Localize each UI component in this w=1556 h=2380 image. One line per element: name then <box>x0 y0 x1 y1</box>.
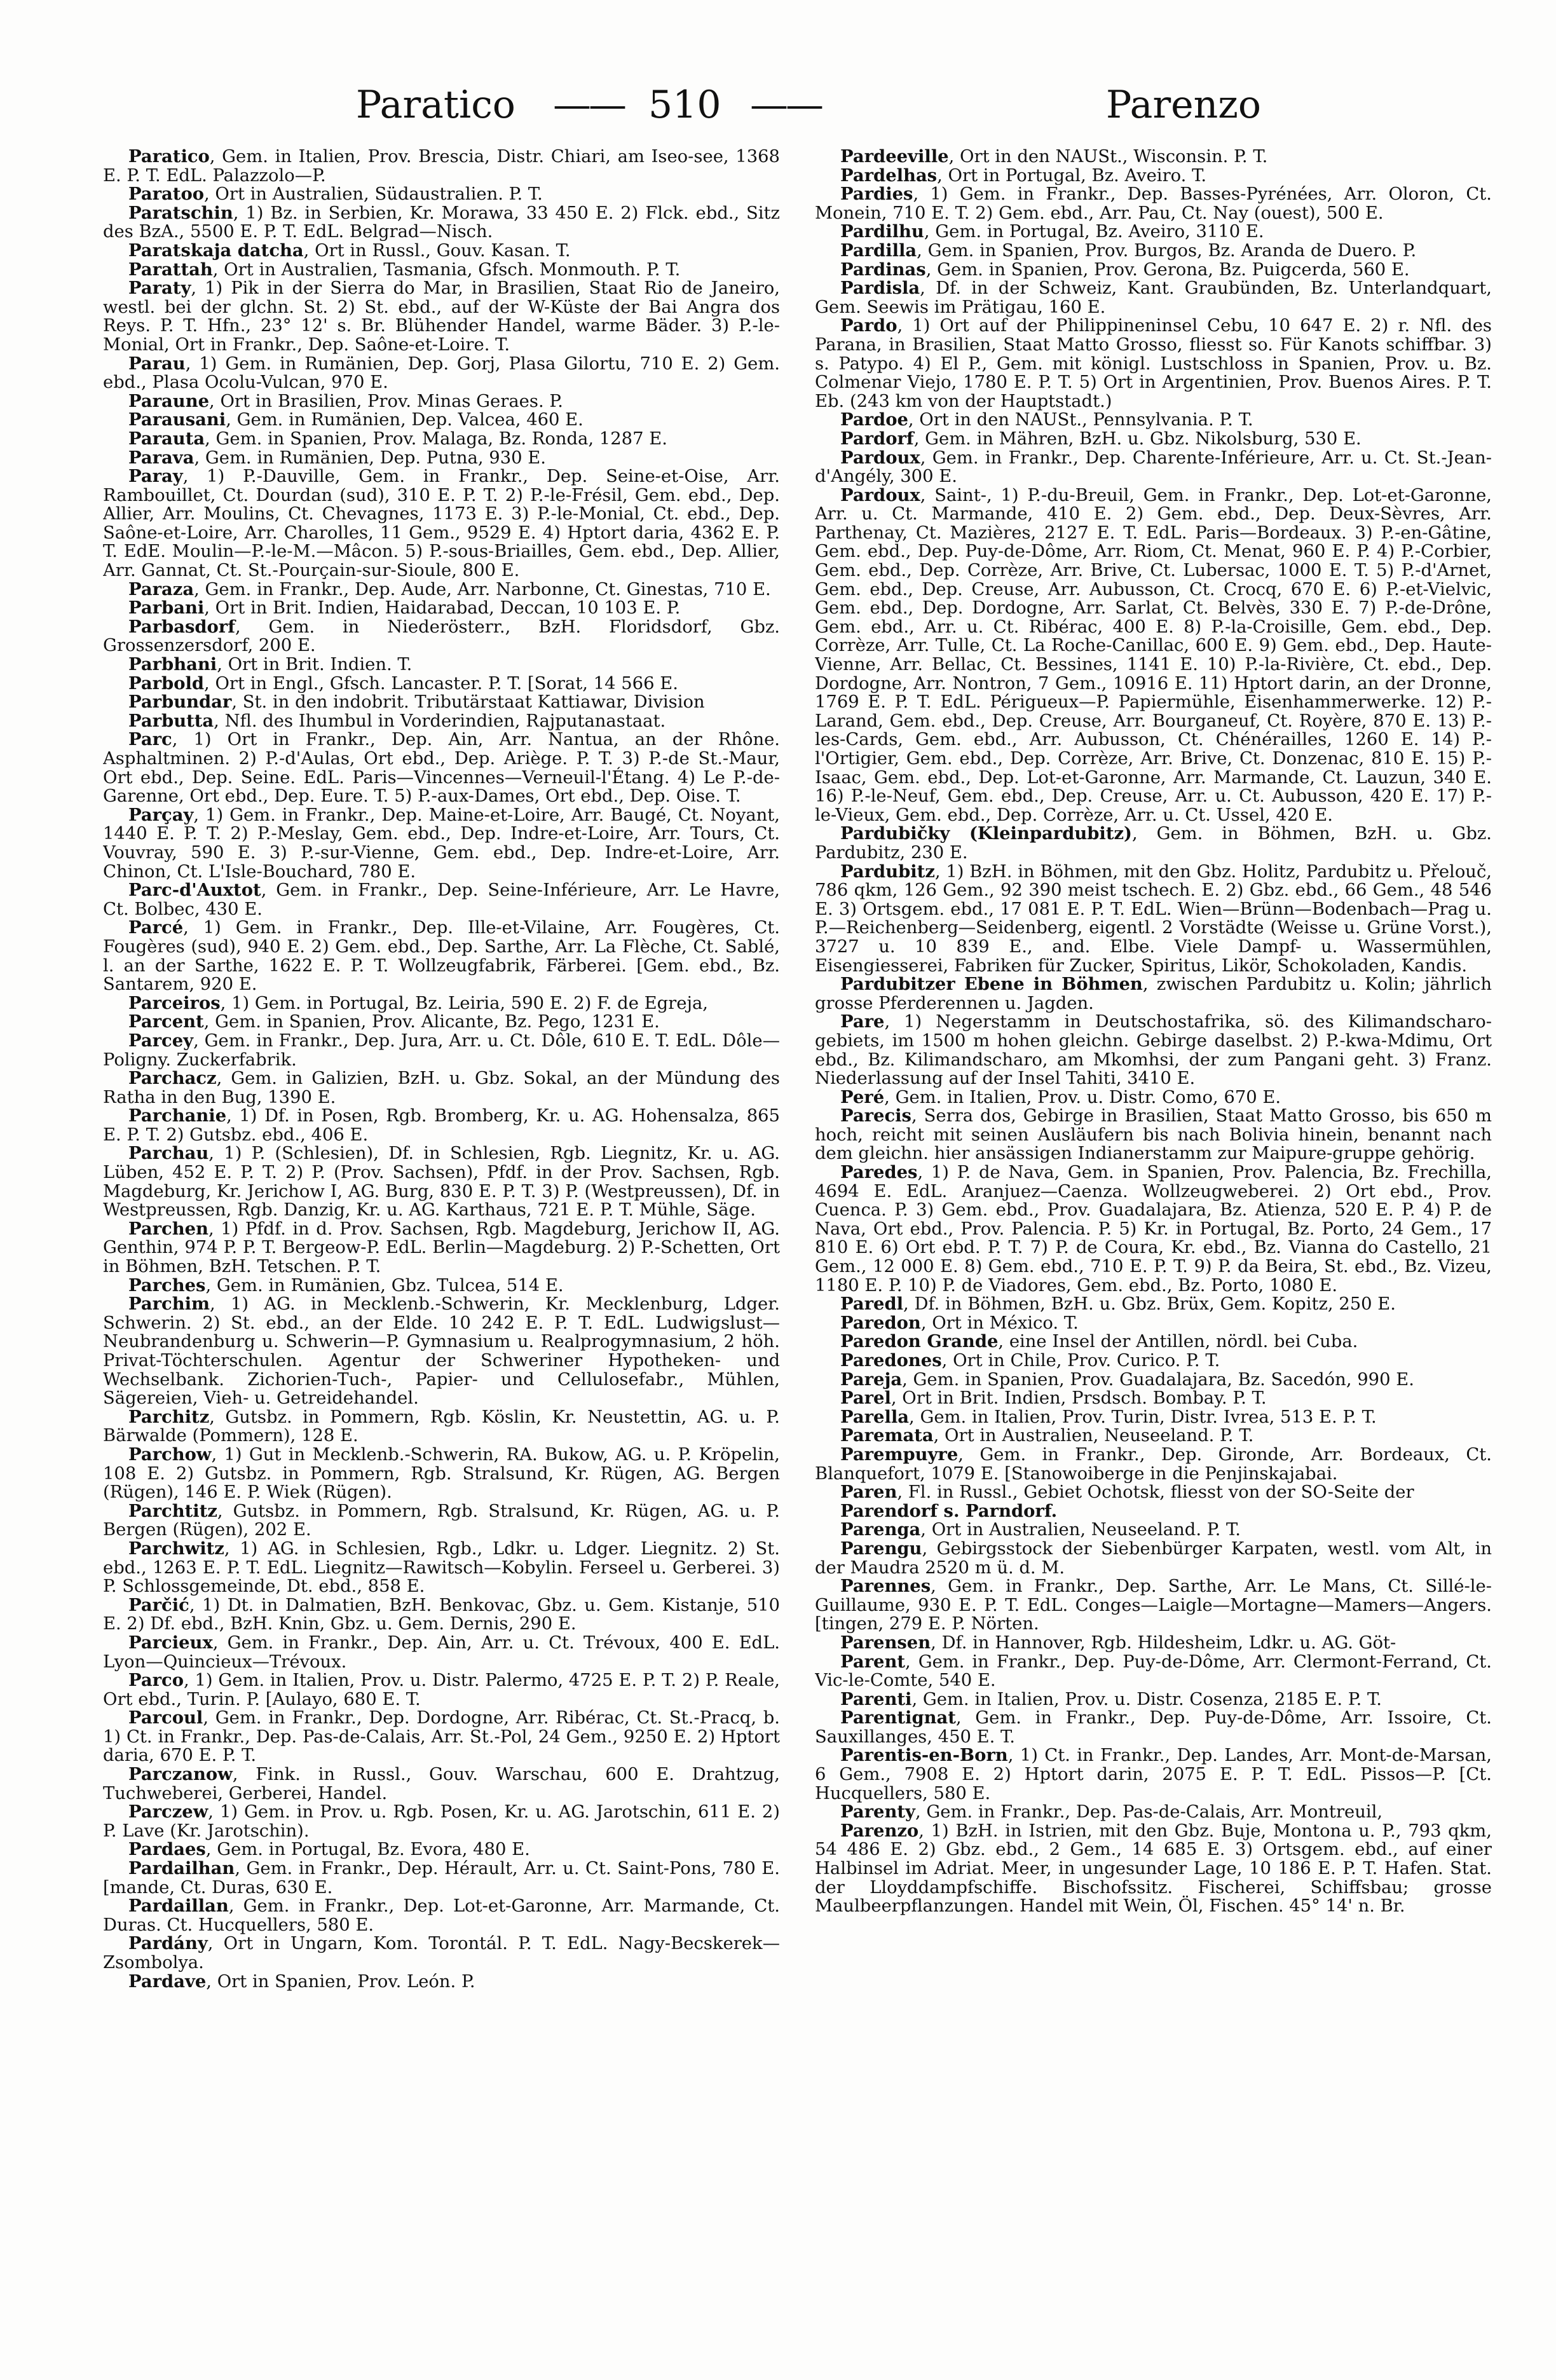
dictionary-entry: Parcent, Gem. in Spanien, Prov. Alicante, Bz. Pego, 1231 E. <box>128 1011 660 1032</box>
dictionary-entry: Parco, 1) Gem. in Italien, Prov. u. Distr. Palermo, 4725 E. P. T. 2) P. Reale, Ort ebd., Turin. P. [Aulayo, 680 E. T. <box>103 1670 780 1709</box>
dictionary-entry: Parc-d'Auxtot, Gem. in Frankr., Dep. Seine-Inférieure, Arr. Le Havre, Ct. Bolbec, 430 E. <box>103 880 780 919</box>
dictionary-entry: Parçay, 1) Gem. in Frankr., Dep. Maine-et-Loire, Arr. Baugé, Ct. Noyant, 1440 E. P. T. 2) P.-Meslay, Gem. ebd., Dep. Indre-et-Loire, Arr. Tours, Ct. Vouvray, 590 E. 3) P.-sur-Vienne, Gem. ebd., Dep. Indre-et-Loire, Arr. Chinon, Ct. L'Isle-Bouchard, 780 E. <box>103 804 780 882</box>
dictionary-entry: Paredes, 1) P. de Nava, Gem. in Spanien, Prov. Palencia, Bz. Frechilla, 4694 E. EdL. Aranjuez—Caenza. Wollzeugweberei. 2) Ort ebd., Prov. Cuenca. P. 3) Gem. ebd., Prov. Guadalajara, Bz. Atienza, 520 E. P. 4) P. de Nava, Ort ebd., Prov. Palencia. P. 5) Kr. in Portugal, Bz. Porto, 24 Gem., 17 810 E. 6) Ort ebd. P. T. 7) P. de Coura, Kr. ebd., Bz. Vianna do Castello, 21 Gem., 12 000 E. 8) Gem. ebd., 710 E. P. T. 9) P. da Beira, St. ebd., Bz. Vizeu, 1180 E. P. 10) P. de Viadores, Gem. ebd., Bz. Porto, 1080 E. <box>815 1162 1492 1296</box>
dictionary-entry: Parbold, Ort in Engl., Gfsch. Lancaster. P. T. [Sorat, 14 566 E. <box>128 673 678 694</box>
dictionary-entry: Paratoo, Ort in Australien, Südaustralien. P. T. <box>128 184 543 205</box>
dictionary-entry: Parchau, 1) P. (Schlesien), Df. in Schlesien, Rgb. Liegnitz, Kr. u. AG. Lüben, 452 E. P. T. 2) P. (Prov. Sachsen), Pfdf. in der Prov. Sachsen, Rgb. Magdeburg, Kr. Jerichow I, AG. Burg, 830 E. P. T. 3) P. (Westpreussen), Df. in Westpreussen, Rgb. Danzig, Kr. u. AG. Karthaus, 721 E. P. T. Mühle, Säge. <box>103 1143 780 1221</box>
dictionary-entry: Parenty, Gem. in Frankr., Dep. Pas-de-Calais, Arr. Montreuil, <box>840 1802 1383 1823</box>
dictionary-entry: Parchen, 1) Pfdf. in d. Prov. Sachsen, Rgb. Magdeburg, Jerichow II, AG. Genthin, 974 P. P. T. Bergeow-P. EdL. Berlin—Magdeburg. 2) P.-Schetten, Ort in Böhmen, BzH. Tetschen. P. T. <box>103 1218 780 1277</box>
dictionary-entry: Paratico, Gem. in Italien, Prov. Brescia, Distr. Chiari, am Iseo-see, 1368 E. P. T. EdL. Palazzolo—P. <box>103 147 780 186</box>
left-running-headword: Paratico <box>356 83 515 127</box>
dictionary-entry: Pardelhas, Ort in Portugal, Bz. Aveiro. T. <box>840 165 1207 186</box>
right-running-headword: Parenzo <box>1106 83 1262 127</box>
dictionary-entry: Parella, Gem. in Italien, Prov. Turin, Distr. Ivrea, 513 E. P. T. <box>840 1406 1377 1427</box>
dictionary-entry: Paraty, 1) Pik in der Sierra do Mar, in Brasilien, Staat Rio de Janeiro, westl. bei der glchn. St. 2) St. ebd., auf der W-Küste der Bai Angra dos Reys. P. T. Hfn., 23° 12' s. Br. Blühender Handel, warme Bäder. 3) P.-le-Monial, Ort in Frankr., Dep. Saône-et-Loire. T. <box>103 278 780 355</box>
dictionary-entry: Pardány, Ort in Ungarn, Kom. Torontál. P. T. EdL. Nagy-Becskerek—Zsombolya. <box>103 1933 780 1973</box>
dictionary-entry: Parcoul, Gem. in Frankr., Dep. Dordogne, Arr. Ribérac, Ct. St.-Pracq, b. 1) Ct. in Frankr., Dep. Pas-de-Calais, Arr. St.-Pol, 24 Gem., 9250 E. 2) Hptort daria, 670 E. P. T. <box>103 1707 780 1766</box>
dictionary-entry: Parenti, Gem. in Italien, Prov. u. Distr. Cosenza, 2185 E. P. T. <box>840 1688 1382 1709</box>
dictionary-entry: Parczanow, Fink. in Russl., Gouv. Warschau, 600 E. Drahtzug, Tuchweberei, Gerberei, Handel. <box>103 1764 780 1803</box>
header-dash-left: —— <box>553 83 624 127</box>
dictionary-entry: Parempuyre, Gem. in Frankr., Dep. Gironde, Arr. Bordeaux, Ct. Blanquefort, 1079 E. [Stanowoiberge in die Penjinskajabai. <box>815 1444 1492 1484</box>
dictionary-entry: Parengu, Gebirgsstock der Siebenbürger Karpaten, westl. vom Alt, in der Maudra 2520 m ü. d. M. <box>815 1538 1492 1578</box>
dictionary-entry: Pardoux, Saint-, 1) P.-du-Breuil, Gem. in Frankr., Dep. Lot-et-Garonne, Arr. u. Ct. Marmande, 410 E. 2) Gem. ebd., Dep. Deux-Sèvres, Arr. Parthenay, Ct. Mazières, 2127 E. T. EdL. Paris—Bordeaux. 3) P.-en-Gâtine, Gem. ebd., Dep. Puy-de-Dôme, Arr. Riom, Ct. Menat, 960 E. P. 4) P.-Corbier, Gem. ebd., Dep. Corrèze, Arr. Brive, Ct. Lubersac, 1000 E. T. 5) P.-d'Arnet, Gem. ebd., Dep. Creuse, Arr. Aubusson, Ct. Crocq, 670 E. 6) P.-et-Vielvic, Gem. ebd., Dep. Dordogne, Arr. Sarlat, Ct. Belvès, 330 E. 7) P.-de-Drône, Gem. ebd., Arr. u. Ct. Ribérac, 400 E. 8) P.-la-Croisille, Gem. ebd., Dep. Corrèze, Arr. Tulle, Ct. La Roche-Canillac, 600 E. 9) Gem. ebd., Dep. Haute-Vienne, Arr. Bellac, Ct. Bessines, 1141 E. 10) P.-la-Rivière, Ct. ebd., Dep. Dordogne, Arr. Nontron, 7 Gem., 10916 E. 11) Hptort darin, an der Dronne, 1769 E. P. T. EdL. Périgueux—P. Papiermühle, Eisenhammerwerke. 12) P.-Larand, Gem. ebd., Dep. Creuse, Arr. Bourganeuf, Ct. Royère, 870 E. 13) P.-les-Cards, Gem. ebd., Arr. Aubusson, Ct. Chénérailles, 1260 E. 14) P.-l'Ortigier, Gem. ebd., Dep. Corrèze, Arr. Brive, Ct. Donzenac, 810 E. 15) P.-Isaac, Gem. ebd., Dep. Lot-et-Garonne, Arr. Marmande, Ct. Lauzun, 340 E. 16) P.-le-Neuf, Gem. ebd., Dep. Creuse, Arr. u. Ct. Aubusson, 420 E. 17) P.-le-Vieux, Gem. ebd., Dep. Corrèze, Arr. u. Ct. Ussel, 420 E. <box>815 484 1492 825</box>
dictionary-entry: Parendorf s. Parndorf. <box>840 1500 1058 1521</box>
dictionary-entry: Parensen, Df. in Hannover, Rgb. Hildesheim, Ldkr. u. AG. Göt- <box>840 1632 1396 1653</box>
dictionary-entry: Parenga, Ort in Australien, Neuseeland. P. T. <box>840 1519 1241 1540</box>
dictionary-entry: Pardave, Ort in Spanien, Prov. León. P. <box>128 1971 475 1992</box>
dictionary-entry: Paraune, Ort in Brasilien, Prov. Minas Geraes. P. <box>128 390 563 411</box>
left-column <box>103 147 780 2347</box>
dictionary-entry: Parchow, 1) Gut in Mecklenb.-Schwerin, RA. Bukow, AG. u. P. Kröpelin, 108 E. 2) Gutsbz. in Pommern, Rgb. Stralsund, Kr. Rügen, AG. Bergen (Rügen), 146 E. P. Wiek (Rügen). <box>103 1444 780 1503</box>
dictionary-entry: Parbani, Ort in Brit. Indien, Haidarabad, Deccan, 10 103 E. P. <box>128 598 681 619</box>
dictionary-entry: Parchwitz, 1) AG. in Schlesien, Rgb., Ldkr. u. Ldger. Liegnitz. 2) St. ebd., 1263 E. P. T. EdL. Liegnitz—Rawitsch—Kobylin. Ferseel u. Gerberei. 3) P. Schlossgemeinde, Dt. ebd., 858 E. <box>103 1538 780 1597</box>
right-column <box>815 147 1492 2347</box>
dictionary-entry: Pardo, 1) Ort auf der Philippineninsel Cebu, 10 647 E. 2) r. Nfl. des Parana, in Brasilien, Staat Matto Grosso, fliesst so. Für Kanots schiffbar. 3) s. Patypo. 4) El P., Gem. mit königl. Lustschloss in Spanien, Prov. u. Bz. Colmenar Viejo, 1780 E. P. T. 5) Ort in Argentinien, Prov. Buenos Aires. P. T. Eb. (243 km von der Hauptstadt.) <box>815 315 1492 411</box>
dictionary-entry: Parentis-en-Born, 1) Ct. in Frankr., Dep. Landes, Arr. Mont-de-Marsan, 6 Gem., 7908 E. 2) Hptort darin, 2075 E. P. T. EdL. Pissos—P. [Ct. Hucquellers, 580 E. <box>815 1745 1492 1803</box>
dictionary-entry: Parausani, Gem. in Rumänien, Dep. Valcea, 460 E. <box>128 409 584 430</box>
dictionary-entry: Parbhani, Ort in Brit. Indien. T. <box>128 654 413 675</box>
dictionary-entry: Parčić, 1) Dt. in Dalmatien, BzH. Benkovac, Gbz. u. Gem. Kistanje, 510 E. 2) Df. ebd., BzH. Knin, Gbz. u. Gem. Dernis, 290 E. <box>103 1594 780 1634</box>
dictionary-entry: Parcey, Gem. in Frankr., Dep. Jura, Arr. u. Ct. Dôle, 610 E. T. EdL. Dôle—Poligny. Zuckerfabrik. <box>103 1030 780 1070</box>
dictionary-entry: Paredon Grande, eine Insel der Antillen, nördl. bei Cuba. <box>840 1331 1358 1352</box>
dictionary-entry: Paraza, Gem. in Frankr., Dep. Aude, Arr. Narbonne, Ct. Ginestas, 710 E. <box>128 578 771 599</box>
dictionary-entry: Paren, Fl. in Russl., Gebiet Ochotsk, fliesst von der SO-Seite der <box>840 1482 1414 1503</box>
dictionary-entry: Pardeeville, Ort in den NAUSt., Wisconsin. P. T. <box>840 147 1268 167</box>
dictionary-entry: Pardoux, Gem. in Frankr., Dep. Charente-Inférieure, Arr. u. Ct. St.-Jean-d'Angély, 300 E. <box>815 447 1492 487</box>
dictionary-entry: Parauta, Gem. in Spanien, Prov. Malaga, Bz. Ronda, 1287 E. <box>128 428 667 449</box>
dictionary-entry: Parchacz, Gem. in Galizien, BzH. u. Gbz. Sokal, an der Mündung des Ratha in den Bug, 1390 E. <box>103 1068 780 1107</box>
dictionary-entry: Parecis, Serra dos, Gebirge in Brasilien, Staat Matto Grosso, bis 650 m hoch, reicht mit seinen Ausläufern bis nach Bolivia hinein, benannt nach dem gleichn. hier ansässigen Indianerstamm zur Maipure-gruppe gehörig. <box>815 1105 1492 1164</box>
dictionary-entry: Parel, Ort in Brit. Indien, Prsdsch. Bombay. P. T. <box>840 1388 1267 1409</box>
dictionary-entry: Pardaillan, Gem. in Frankr., Dep. Lot-et-Garonne, Arr. Marmande, Ct. Duras. Ct. Hucquellers, 580 E. <box>103 1896 780 1935</box>
dictionary-entry: Parceiros, 1) Gem. in Portugal, Bz. Leiria, 590 E. 2) F. de Egreja, <box>128 992 708 1013</box>
dictionary-entry: Pardubitzer Ebene in Böhmen, zwischen Pardubitz u. Kolin; jährlich grosse Pferderennen u. Jagden. <box>815 974 1492 1013</box>
dictionary-entry: Parchanie, 1) Df. in Posen, Rgb. Bromberg, Kr. u. AG. Hohensalza, 865 E. P. T. 2) Gutsbz. ebd., 406 E. <box>103 1105 780 1145</box>
dictionary-entry: Paratschin, 1) Bz. in Serbien, Kr. Morawa, 33 450 E. 2) Flck. ebd., Sitz des BzA., 5500 E. P. T. EdL. Belgrad—Nisch. <box>103 202 780 242</box>
dictionary-entry: Pardisla, Df. in der Schweiz, Kant. Graubünden, Bz. Unterlandquart, Gem. Seewis im Prätigau, 160 E. <box>815 278 1492 317</box>
dictionary-entry: Pardies, 1) Gem. in Frankr., Dep. Basses-Pyrénées, Arr. Oloron, Ct. Monein, 710 E. T. 2) Gem. ebd., Arr. Pau, Ct. Nay (ouest), 500 E. <box>815 184 1492 223</box>
dictionary-entry: Parc, 1) Ort in Frankr., Dep. Ain, Arr. Nantua, an der Rhône. Asphaltminen. 2) P.-d'Aulas, Ort ebd., Dep. Ariège. P. T. 3) P.-de St.-Maur, Ort ebd., Dep. Seine. EdL. Paris—Vincennes—Verneuil-l'Étang. 4) Le P.-de-Garenne, Ort ebd., Dep. Eure. T. 5) P.-aux-Dames, Ort ebd., Dep. Oise. T. <box>103 729 780 807</box>
dictionary-entry: Pardoe, Ort in den NAUSt., Pennsylvania. P. T. <box>840 409 1253 430</box>
dictionary-entry: Parentignat, Gem. in Frankr., Dep. Puy-de-Dôme, Arr. Issoire, Ct. Sauxillanges, 450 E. T. <box>815 1707 1492 1747</box>
dictionary-entry: Parchitz, Gutsbz. in Pommern, Rgb. Köslin, Kr. Neustettin, AG. u. P. Bärwalde (Pommern), 128 E. <box>103 1406 780 1446</box>
dictionary-entry: Paredl, Df. in Böhmen, BzH. u. Gbz. Brüx, Gem. Kopitz, 250 E. <box>840 1294 1396 1315</box>
dictionary-entry: Parcé, 1) Gem. in Frankr., Dep. Ille-et-Vilaine, Arr. Fougères, Ct. Fougères (sud), 940 E. 2) Gem. ebd., Dep. Sarthe, Arr. La Flèche, Ct. Sablé, l. an der Sarthe, 1622 E. P. T. Wollzeugfabrik, Färberei. [Gem. ebd., Bz. Santarem, 920 E. <box>103 917 780 995</box>
dictionary-entry: Parbutta, Nfl. des Ihumbul in Vorderindien, Rajputanastaat. <box>128 710 666 731</box>
dictionary-entry: Pardubičky (Kleinpardubitz), Gem. in Böhmen, BzH. u. Gbz. Pardubitz, 230 E. <box>815 823 1492 863</box>
dictionary-entry: Pare, 1) Negerstamm in Deutschostafrika, sö. des Kilimandscharo-gebiets, im 1500 m hohen gleichn. Gebirge daselbst. 2) P.-kwa-Mdimu, Ort ebd., Bz. Kilimandscharo, am Mkomhsi, der zum Pangani geht. 3) Franz. Niederlassung auf der Insel Tahiti, 3410 E. <box>815 1011 1492 1089</box>
dictionary-entry: Pardinas, Gem. in Spanien, Prov. Gerona, Bz. Puigcerda, 560 E. <box>840 259 1410 280</box>
header-dash-right: —— <box>750 83 821 127</box>
dictionary-entry: Paratskaja datcha, Ort in Russl., Gouv. Kasan. T. <box>128 240 571 261</box>
dictionary-entry: Parattah, Ort in Australien, Tasmania, Gfsch. Monmouth. P. T. <box>128 259 681 280</box>
dictionary-entry: Parchim, 1) AG. in Mecklenb.-Schwerin, Kr. Mecklenburg, Ldger. Schwerin. 2) St. ebd., an der Elde. 10 242 E. P. T. EdL. Ludwigslust—Neubrandenburg u. Schwerin—P. Gymnasium u. Realprogymnasium, 2 höh. Privat-Töchterschulen. Agentur der Schweriner Hypotheken- und Wechselbank. Zichorien-Tuch-, Papier- und Cellulosefabr., Mühlen, Sägereien, Vieh- u. Getreidehandel. <box>103 1294 780 1409</box>
dictionary-entry: Paray, 1) P.-Dauville, Gem. in Frankr., Dep. Seine-et-Oise, Arr. Rambouillet, Ct. Dourdan (sud), 310 E. P. T. 2) P.-le-Frésil, Gem. ebd., Dep. Allier, Arr. Moulins, Ct. Chevagnes, 1173 E. 3) P.-le-Monial, Ct. ebd., Dep. Saône-et-Loire, Arr. Charolles, 11 Gem., 9529 E. 4) Hptort daria, 4362 E. P. T. EdE. Moulin—P.-le-M.—Mâcon. 5) P.-sous-Briailles, Gem. ebd., Dep. Allier, Arr. Gannat, Ct. St.-Pourçain-sur-Sioule, 800 E. <box>103 466 780 581</box>
dictionary-entry: Pardilla, Gem. in Spanien, Prov. Burgos, Bz. Aranda de Duero. P. <box>840 240 1417 261</box>
page-number: 510 <box>648 83 721 127</box>
dictionary-entry: Parava, Gem. in Rumänien, Dep. Putna, 930 E. <box>128 447 546 468</box>
dictionary-entry: Pardorf, Gem. in Mähren, BzH. u. Gbz. Nikolsburg, 530 E. <box>840 428 1362 449</box>
dictionary-entry: Parbasdorf, Gem. in Niederösterr., BzH. Floridsdorf, Gbz. Grossenzersdorf, 200 E. <box>103 616 780 656</box>
dictionary-entry: Pardaes, Gem. in Portugal, Bz. Evora, 480 E. <box>128 1839 530 1860</box>
dictionary-entry: Parennes, Gem. in Frankr., Dep. Sarthe, Arr. Le Mans, Ct. Sillé-le-Guillaume, 930 E. P. T. EdL. Conges—Laigle—Mortagne—Mamers—Angers. [tingen, 279 E. P. Nörten. <box>815 1576 1492 1634</box>
dictionary-entry: Peré, Gem. in Italien, Prov. u. Distr. Como, 670 E. <box>840 1086 1281 1107</box>
dictionary-entry: Pardailhan, Gem. in Frankr., Dep. Hérault, Arr. u. Ct. Saint-Pons, 780 E. [mande, Ct. Duras, 630 E. <box>103 1858 780 1898</box>
dictionary-entry: Parbundar, St. in den indobrit. Tributärstaat Kattiawar, Division <box>128 692 705 713</box>
dictionary-entry: Paremata, Ort in Australien, Neuseeland. P. T. <box>840 1425 1254 1446</box>
dictionary-entry: Parchtitz, Gutsbz. in Pommern, Rgb. Stralsund, Kr. Rügen, AG. u. P. Bergen (Rügen), 202 E. <box>103 1500 780 1540</box>
dictionary-entry: Pareja, Gem. in Spanien, Prov. Guadalajara, Bz. Sacedón, 990 E. <box>840 1369 1414 1390</box>
dictionary-entry: Parcieux, Gem. in Frankr., Dep. Ain, Arr. u. Ct. Trévoux, 400 E. EdL. Lyon—Quincieux—Trévoux. <box>103 1632 780 1672</box>
dictionary-entry: Parenzo, 1) BzH. in Istrien, mit den Gbz. Buje, Montona u. P., 793 qkm, 54 486 E. 2) Gbz. ebd., 2 Gem., 14 685 E. 3) Ortsgem. ebd., auf einer Halbinsel im Adriat. Meer, in ungesunder Lage, 10 186 E. P. T. Hafen. Stat. der Lloyddampfschiffe. Bischofssitz. Fischerei, Schiffsbau; grosse Maulbeerpflanzungen. Handel mit Wein, Öl, Fischen. 45° 14' n. Br. <box>815 1820 1492 1917</box>
dictionary-entry: Paredon, Ort in México. T. <box>840 1312 1079 1333</box>
dictionary-entry: Parau, 1) Gem. in Rumänien, Dep. Gorj, Plasa Gilortu, 710 E. 2) Gem. ebd., Plasa Ocolu-Vulcan, 970 E. <box>103 353 780 393</box>
dictionary-entry: Parches, Gem. in Rumänien, Gbz. Tulcea, 514 E. <box>128 1275 564 1296</box>
dictionary-entry: Paredones, Ort in Chile, Prov. Curico. P. T. <box>840 1350 1220 1371</box>
page-header <box>102 70 1468 140</box>
dictionary-entry: Pardilhu, Gem. in Portugal, Bz. Aveiro, 3110 E. <box>840 221 1264 242</box>
dictionary-entry: Parczew, 1) Gem. in Prov. u. Rgb. Posen, Kr. u. AG. Jarotschin, 611 E. 2) P. Lave (Kr. Jarotschin). <box>103 1802 780 1841</box>
dictionary-entry: Pardubitz, 1) BzH. in Böhmen, mit den Gbz. Holitz, Pardubitz u. Přelouč, 786 qkm, 126 Gem., 92 390 meist tschech. E. 2) Gbz. ebd., 66 Gem., 48 546 E. 3) Ortsgem. ebd., 17 081 E. P. T. EdL. Wien—Brünn—Bodenbach—Prag u. P.—Reichenberg—Seidenberg, eigentl. 2 Vorstädte (Weisse u. Grüne Vorst.), 3727 u. 10 839 E., and. Elbe. Viele Dampf- u. Wassermühlen, Eisengiesserei, Fabriken für Zucker, Spiritus, Likör, Schokoladen, Kandis. <box>815 861 1492 976</box>
dictionary-entry: Parent, Gem. in Frankr., Dep. Puy-de-Dôme, Arr. Clermont-Ferrand, Ct. Vic-le-Comte, 540 E. <box>815 1651 1492 1691</box>
